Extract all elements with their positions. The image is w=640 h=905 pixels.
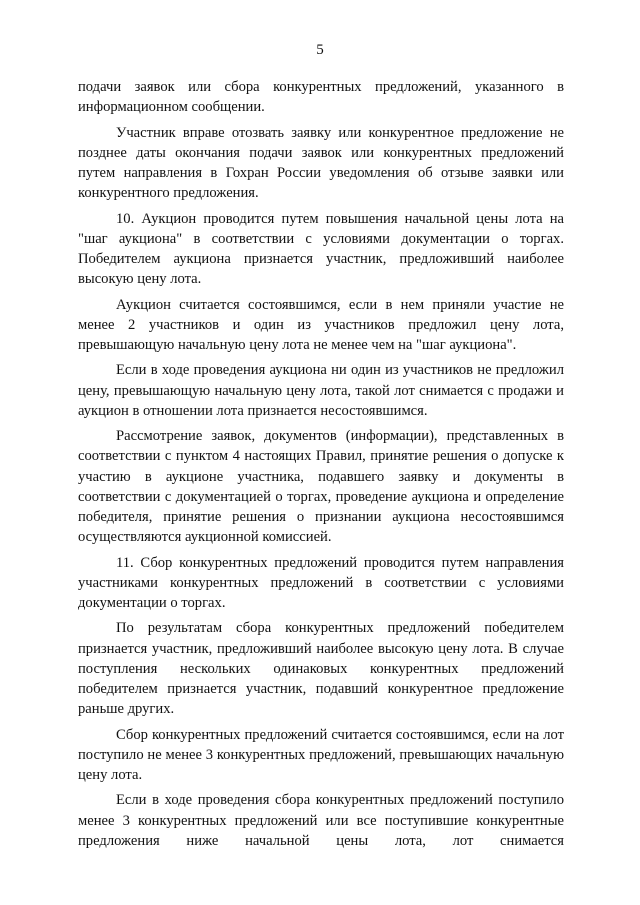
- paragraph-11-proposals: 11. Сбор конкурентных предложений проводится путем направления участниками конкурентных предложений в соответствии с условиями документации о торгах.: [78, 554, 564, 611]
- paragraph-auction-valid: Аукцион считается состоявшимся, если в нем приняли участие не менее 2 участников и один из участников предложил цену лота, превышающую начальную цену лота не менее чем на "шаг аукциона".: [78, 296, 564, 353]
- paragraph-10-auction: 10. Аукцион проводится путем повышения начальной цены лота на "шаг аукциона" в соответствии с условиями документации о торгах. Победителем аукциона признается участник, предложивший наиболее высокую цену лота.: [78, 210, 564, 288]
- paragraph-proposals-failed: Если в ходе проведения сбора конкурентных предложений поступило менее 3 конкурентных предложений или все поступившие конкурентные предложения ниже начальной цены лота, лот снимается: [78, 792, 564, 849]
- paragraph-auction-failed: Если в ходе проведения аукциона ни один из участников не предложил цену, превышающую начальную цену лота, такой лот снимается с продажи и аукцион в отношении лота признается несостоявшимся.: [78, 362, 564, 419]
- paragraph-withdrawal: Участник вправе отозвать заявку или конкурентное предложение не позднее даты окончания подачи заявок или конкурентных предложений путем направления в Гохран России уведомления об отзыве заявки или конкурентного предложения.: [78, 124, 564, 202]
- page-number: 5: [316, 42, 324, 58]
- paragraph-continuation: подачи заявок или сбора конкурентных предложений, указанного в информационном сообщении.: [78, 79, 564, 116]
- paragraph-proposals-winner: По результатам сбора конкурентных предложений победителем признается участник, предложивший наиболее высокую цену лота. В случае поступления нескольких одинаковых конкурентных предложений победителем признается участник, подавший конкурентное предложение раньше других.: [78, 620, 564, 718]
- document-body: [78, 77, 564, 856]
- paragraph-auction-commission: Рассмотрение заявок, документов (информации), представленных в соответствии с пунктом 4 настоящих Правил, принятие решения о допуске к участию в аукционе участника, подавшего заявку и документы в соответствии с документацией о торгах, проведение аукциона и определение победителя, принятие решения о признании аукциона несостоявшимся осуществляются аукционной комиссией.: [78, 428, 564, 546]
- paragraph-proposals-valid: Сбор конкурентных предложений считается состоявшимся, если на лот поступило не менее 3 конкурентных предложений, превышающих начальную цену лота.: [78, 726, 564, 783]
